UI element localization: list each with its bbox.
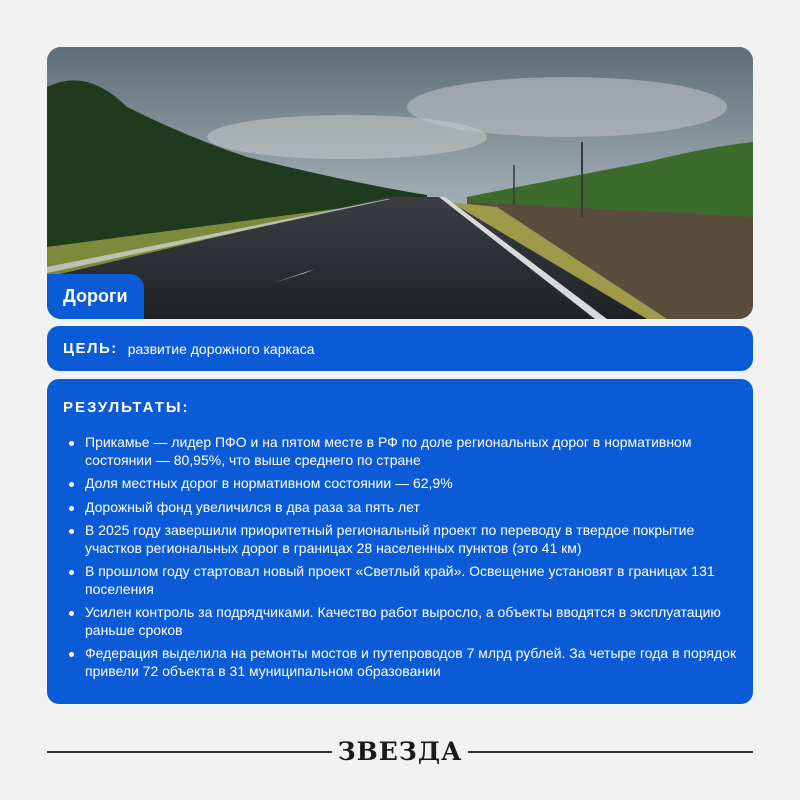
results-item: Доля местных дорог в нормативном состоянии — 62,9% [63, 475, 737, 493]
results-item: В 2025 году завершили приоритетный региональный проект по переводу в твердое покрытие участков региональных дорог в границах 28 населенных пунктов (это 41 км) [63, 522, 737, 557]
brand-logo: ЗВЕЗДА [337, 736, 463, 766]
results-item: Усилен контроль за подрядчиками. Качество работ выросло, а объекты вводятся в эксплуатацию раньше сроков [63, 604, 737, 639]
results-item: В прошлом году стартовал новый проект «Светлый край». Освещение установят в границах 131 поселения [63, 563, 737, 598]
results-list [63, 434, 737, 680]
results-panel [47, 379, 753, 704]
goal-banner [47, 326, 753, 371]
hero-image [47, 47, 753, 319]
hero-title-badge: Дороги [47, 274, 144, 319]
results-title: РЕЗУЛЬТАТЫ: [63, 399, 190, 416]
road-photo [47, 47, 753, 319]
results-item: Прикамье — лидер ПФО и на пятом месте в РФ по доле региональных дорог в нормативном состоянии — 80,95%, что выше среднего по стране [63, 434, 737, 469]
goal-text: развитие дорожного каркаса [127, 340, 315, 357]
results-item: Федерация выделила на ремонты мостов и путепроводов 7 млрд рублей. За четыре года в порядок привели 72 объекта в 31 муниципальном образовании [63, 645, 737, 680]
results-item: Дорожный фонд увеличился в два раза за пять лет [63, 499, 737, 517]
footer-divider-right [468, 751, 753, 753]
goal-label: ЦЕЛЬ: [63, 340, 118, 357]
footer-divider-left [47, 751, 332, 753]
